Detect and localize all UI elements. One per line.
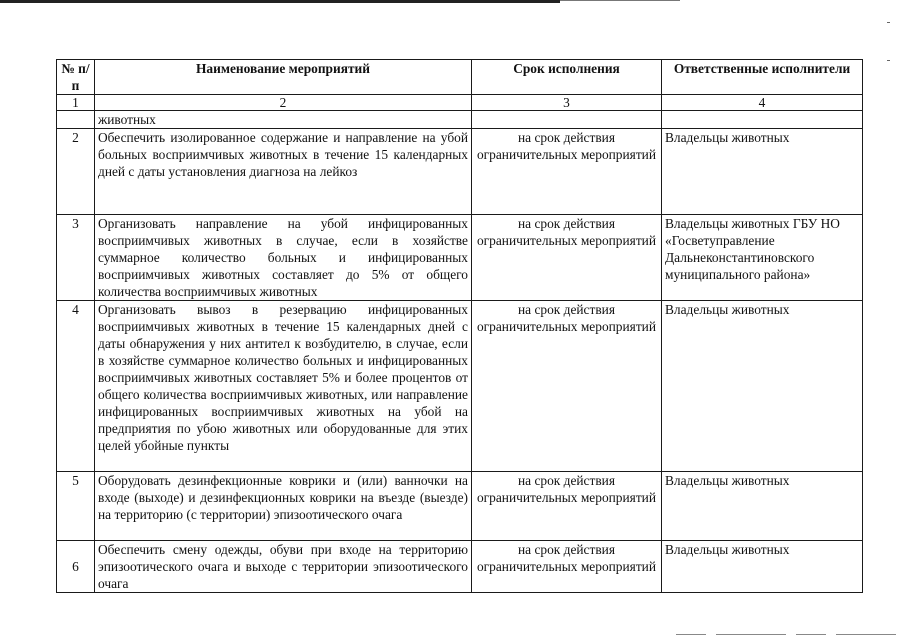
scan-bottom-rule bbox=[676, 634, 706, 635]
measure-term: на срок действия ограничительных мероприятий bbox=[472, 301, 662, 472]
column-number-row bbox=[57, 95, 863, 111]
measure-term: на срок действия ограничительных мероприятий bbox=[472, 129, 662, 215]
scan-top-rule-thin bbox=[560, 0, 680, 1]
header-row bbox=[57, 60, 863, 95]
scan-top-rule bbox=[0, 0, 560, 3]
header-num: № п/п bbox=[57, 60, 95, 95]
column-number: 4 bbox=[662, 95, 863, 111]
measure-name: Оборудовать дезинфекционные коврики и (или) ванночки на входе (выходе) и дезинфекционных коврики на въезде (выезде) на территорию (с территории) эпизоотического очага bbox=[95, 472, 472, 541]
continuation-term bbox=[472, 111, 662, 129]
header-resp: Ответственные исполнители bbox=[662, 60, 863, 95]
table-row bbox=[57, 301, 863, 472]
measure-responsible: Владельцы животных bbox=[662, 472, 863, 541]
scan-bottom-rule bbox=[796, 634, 826, 635]
header-name: Наименование мероприятий bbox=[95, 60, 472, 95]
row-number: 5 bbox=[57, 472, 95, 541]
measure-name: Организовать вывоз в резервацию инфицированных восприимчивых животных в течение 15 календарных дней с даты обнаружения у них антител к возбудителю, в случае, если в хозяйстве суммарное количество больных и инфицированных восприимчивых животных составляет 5% и более процентов от общего количества восприимчивых животных, или направление инфицированных восприимчивых животных на убой на предприятия по убою животных или оборудованные для этих целей убойные пункты bbox=[95, 301, 472, 472]
table-row bbox=[57, 541, 863, 593]
continuation-text: животных bbox=[95, 111, 472, 129]
measure-responsible: Владельцы животных ГБУ НО «Госветуправление Дальнеконстантиновского муниципального района» bbox=[662, 215, 863, 301]
column-number: 3 bbox=[472, 95, 662, 111]
row-number: 4 bbox=[57, 301, 95, 472]
table-row bbox=[57, 129, 863, 215]
scan-speck bbox=[887, 22, 890, 23]
table-row bbox=[57, 215, 863, 301]
measure-responsible: Владельцы животных bbox=[662, 541, 863, 593]
scan-bottom-rule bbox=[716, 634, 786, 635]
measure-name: Организовать направление на убой инфицированных восприимчивых животных в случае, если в хозяйстве суммарное количество больных и инфицированных восприимчивых животных составляет до 5% от общего количества восприимчивых животных bbox=[95, 215, 472, 301]
scan-speck bbox=[887, 60, 890, 61]
continuation-num bbox=[57, 111, 95, 129]
row-number: 2 bbox=[57, 129, 95, 215]
header-term: Срок исполнения bbox=[472, 60, 662, 95]
continuation-resp bbox=[662, 111, 863, 129]
row-number: 3 bbox=[57, 215, 95, 301]
measure-term: на срок действия ограничительных мероприятий bbox=[472, 472, 662, 541]
measure-responsible: Владельцы животных bbox=[662, 129, 863, 215]
measure-term: на срок действия ограничительных мероприятий bbox=[472, 541, 662, 593]
continuation-row bbox=[57, 111, 863, 129]
measure-responsible: Владельцы животных bbox=[662, 301, 863, 472]
measure-name: Обеспечить изолированное содержание и направление на убой больных восприимчивых животных в течение 15 календарных дней с даты установления диагноза на лейкоз bbox=[95, 129, 472, 215]
measure-term: на срок действия ограничительных мероприятий bbox=[472, 215, 662, 301]
scan-bottom-rule bbox=[836, 634, 896, 635]
row-number: 6 bbox=[57, 541, 95, 593]
table-row bbox=[57, 472, 863, 541]
measures-table bbox=[56, 59, 863, 593]
measure-name: Обеспечить смену одежды, обуви при входе на территорию эпизоотического очага и выходе с территории эпизоотического очага bbox=[95, 541, 472, 593]
column-number: 2 bbox=[95, 95, 472, 111]
column-number: 1 bbox=[57, 95, 95, 111]
